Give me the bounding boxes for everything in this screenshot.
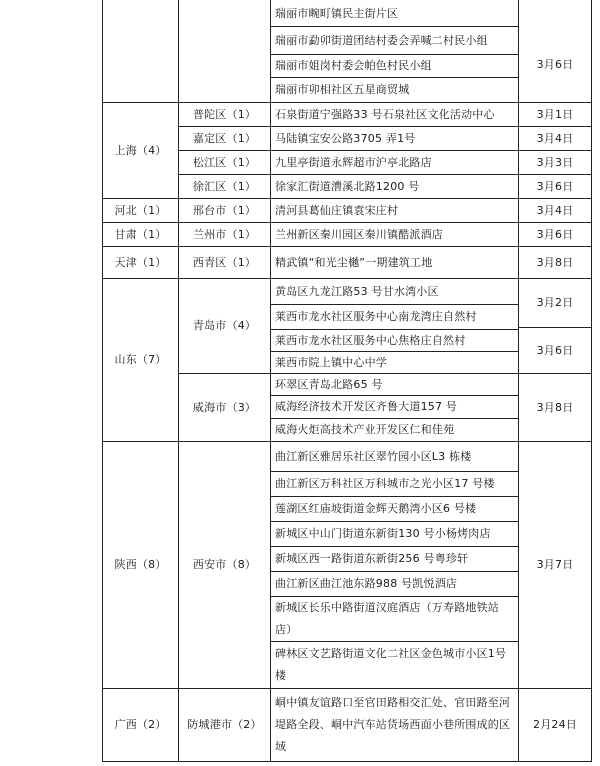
table-cell-address: 莲湖区红庙坡街道金辉天鹅湾小区6 号楼 [275, 502, 477, 515]
table-cell-address: 石泉街道宁强路33 号石泉社区文化活动中心 [275, 107, 495, 121]
table-cell-province: 山东（7） [114, 353, 167, 366]
table-cell-address: 九里亭街道永辉超市沪亭北路店 [275, 155, 432, 169]
epidemic-location-table [102, 0, 592, 762]
table-cell-date: 3月4日 [536, 131, 574, 145]
table-cell-province: 上海（4） [114, 143, 167, 157]
table-cell-date: 3月6日 [536, 57, 574, 71]
table-cell-city: 兰州市（1） [192, 227, 257, 241]
table-cell-city: 松江区（1） [192, 155, 257, 169]
table-cell-address: 精武镇“和光尘樾”一期建筑工地 [275, 255, 433, 269]
table-cell-city: 防城港市（2） [187, 718, 262, 731]
table-cell-date: 3月8日 [536, 400, 574, 414]
table-cell-address: 碑林区文艺路街道文化二社区金色城市小区1号楼 [275, 647, 507, 682]
table-cell-date: 2月24日 [533, 718, 577, 731]
table-cell-city: 徐汇区（1） [192, 179, 257, 193]
table-cell-address: 莱西市龙水社区服务中心南龙湾庄自然村 [275, 310, 477, 323]
table-cell-city: 邢台市（1） [192, 203, 257, 217]
table-cell-province: 甘肃（1） [114, 227, 167, 241]
table-cell-address: 清河县葛仙庄镇袁宋庄村 [275, 203, 399, 217]
table-border-bottom [102, 761, 592, 762]
table-cell-date: 3月1日 [536, 107, 574, 121]
table-cell-date: 3月6日 [536, 179, 574, 193]
table-cell-city: 西青区（1） [192, 255, 257, 269]
table-cell-address: 莱西市院上镇中心中学 [275, 355, 387, 369]
table-cell-province: 河北（1） [114, 203, 167, 217]
table-cell-address: 新城区中山门街道东新街130 号小杨烤肉店 [275, 527, 491, 540]
table-cell-city: 嘉定区（1） [192, 131, 257, 145]
table-cell-address: 莱西市龙水社区服务中心焦格庄自然村 [275, 333, 466, 347]
table-cell-address: 瑞丽市畹町镇民主街片区 [275, 7, 399, 20]
table-cell-address: 徐家汇街道漕溪北路1200 号 [275, 179, 420, 193]
table-cell-address: 黄岛区九龙江路53 号甘水湾小区 [275, 284, 439, 298]
table-cell-address: 峒中镇友谊路口至官田路相交汇处、官田路至河堤路全段、峒中汽车站货场西面小巷所围成的区域 [275, 696, 511, 753]
table-cell-address: 威海火炬高技术产业开发区仁和佳苑 [275, 423, 455, 436]
table-cell-address: 瑞丽市勐卯街道团结村委会弄喊二村民小组 [275, 33, 488, 47]
table-cell-date: 3月7日 [536, 558, 574, 571]
table-cell-province: 天津（1） [114, 255, 167, 269]
table-cell-address: 新城区长乐中路街道汉庭酒店（万寿路地铁站店） [275, 601, 499, 636]
table-cell-date: 3月3日 [536, 155, 574, 169]
table-cell-address: 曲江新区曲江池东路988 号凯悦酒店 [275, 577, 458, 590]
table-cell-city: 青岛市（4） [192, 319, 257, 332]
table-cell-city: 普陀区（1） [192, 107, 257, 121]
table-border-right [591, 0, 592, 762]
table-cell-date: 3月2日 [536, 296, 574, 309]
table-cell-address: 兰州新区秦川园区秦川镇酷派酒店 [275, 227, 443, 241]
table-cell-province: 广西（2） [114, 718, 167, 731]
table-cell-address: 曲江新区雅居乐社区翠竹园小区L3 栋楼 [275, 449, 472, 463]
table-cell-date: 3月4日 [536, 203, 574, 217]
table-cell-date: 3月6日 [536, 227, 574, 241]
table-cell-city: 威海市（3） [192, 400, 257, 414]
table-cell-address: 新城区西一路街道东新街256 号粤珍轩 [275, 552, 469, 565]
table-cell-address: 曲江新区万科社区万科城市之光小区17 号楼 [275, 477, 495, 490]
table-cell-address: 瑞丽市卯相社区五星商贸城 [275, 83, 410, 96]
table-cell-date: 3月8日 [536, 255, 574, 269]
table-cell-address: 瑞丽市姐岗村委会帕色村民小组 [275, 59, 432, 72]
table-cell-address: 马陆镇宝安公路3705 弄1号 [275, 131, 416, 145]
table-cell-address: 环翠区青岛北路65 号 [275, 377, 383, 391]
table-cell-province: 陕西（8） [114, 558, 167, 571]
table-cell-address: 威海经济技术开发区齐鲁大道157 号 [275, 400, 458, 413]
table-cell-date: 3月6日 [536, 343, 574, 357]
table-cell-city: 西安市（8） [192, 558, 257, 571]
